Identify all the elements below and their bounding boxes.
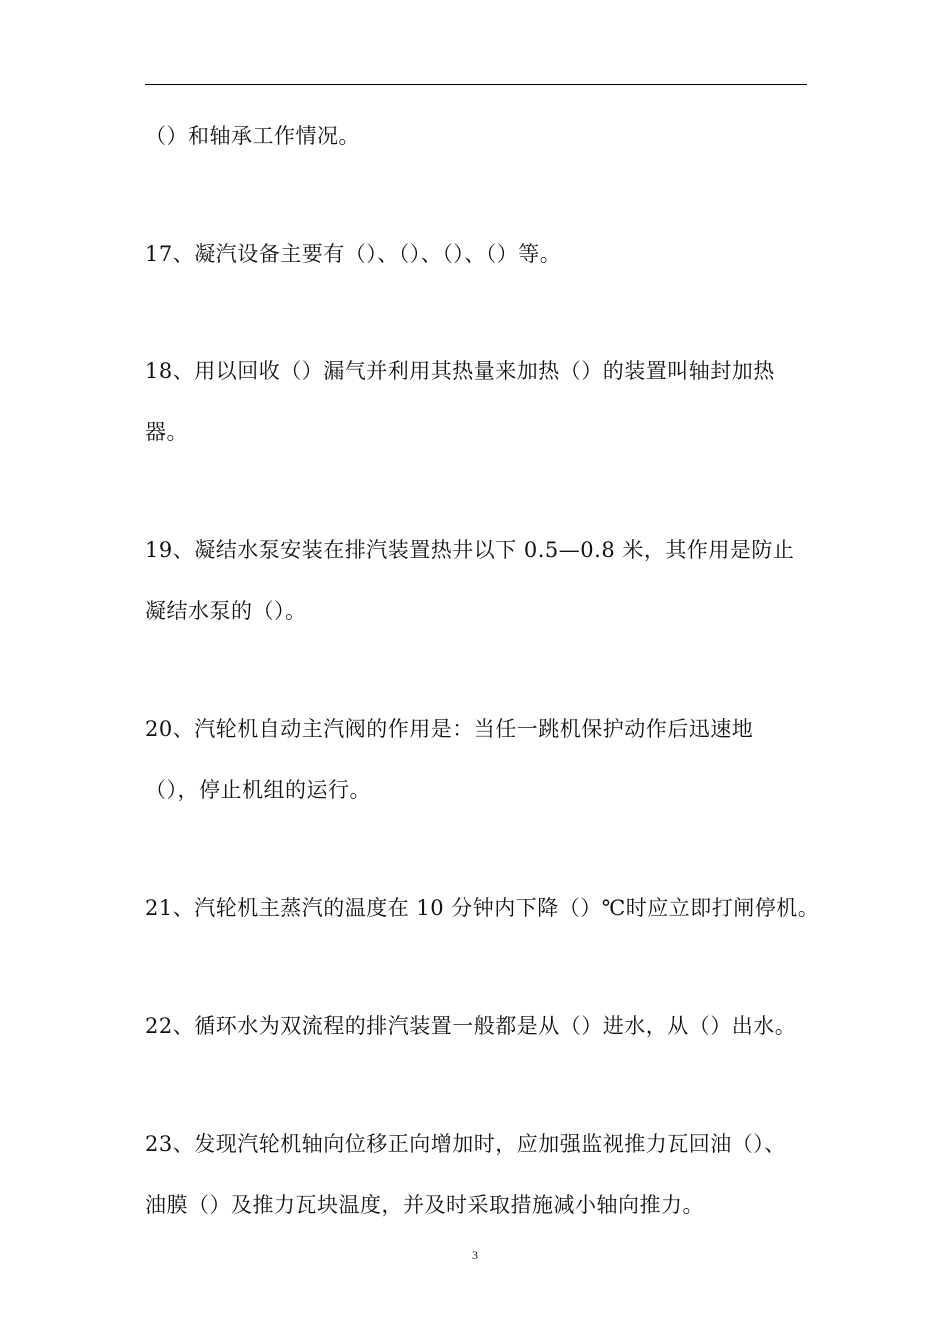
question-20-line-2: （），停止机组的运行。 <box>145 778 371 802</box>
question-19-line-2: 凝结水泵的（）。 <box>145 599 307 623</box>
question-18-line-2: 器。 <box>145 420 188 444</box>
question-23-line-1: 23、发现汽轮机轴向位移正向增加时，应加强监视推力瓦回油（）、 <box>145 1132 786 1156</box>
text-line-16-continuation: （）和轴承工作情况。 <box>145 124 360 148</box>
question-20-line-1: 20、汽轮机自动主汽阀的作用是：当任一跳机保护动作后迅速地 <box>145 717 754 741</box>
question-22: 22、循环水为双流程的排汽装置一般都是从（）进水，从（）出水。 <box>145 1014 797 1038</box>
question-21: 21、汽轮机主蒸汽的温度在 10 分钟内下降（）℃时应立即打闸停机。 <box>145 896 820 920</box>
page-number: 3 <box>472 1248 478 1262</box>
header-rule <box>145 84 807 85</box>
question-17: 17、凝汽设备主要有（）、（）、（）、（）等。 <box>145 242 562 266</box>
question-18-line-1: 18、用以回收（）漏气并利用其热量来加热（）的装置叫轴封加热 <box>145 359 775 383</box>
question-23-line-2: 油膜（）及推力瓦块温度，并及时采取措施减小轴向推力。 <box>145 1193 704 1217</box>
question-19-line-1: 19、凝结水泵安装在排汽装置热井以下 0.5—0.8 米，其作用是防止 <box>145 538 795 562</box>
